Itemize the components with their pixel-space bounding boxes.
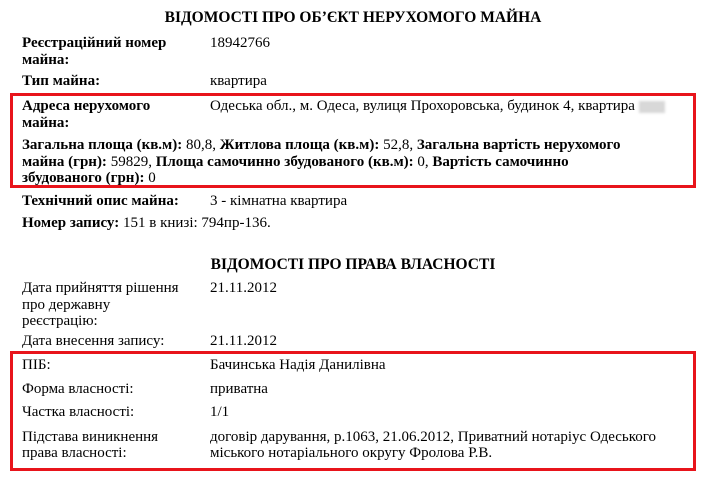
reg-number-label-line2: майна:: [22, 52, 70, 68]
decision-date-label-line1: Дата прийняття рішення: [22, 280, 179, 296]
ownership-share-value: 1/1: [210, 404, 230, 420]
ownership-form-value: приватна: [210, 381, 268, 397]
total-area-label: Загальна площа (кв.м):: [22, 137, 183, 153]
total-area-value: 80,8,: [186, 137, 217, 153]
selfbuilt-cost-label-line2: збудованого (грн):: [22, 170, 145, 186]
decision-date-label-line2: про державну: [22, 297, 111, 313]
living-area-label: Житлова площа (кв.м):: [219, 137, 380, 153]
total-cost-label-line1: Загальна вартість нерухомого: [416, 137, 621, 153]
entry-date-value: 21.11.2012: [210, 333, 277, 349]
area-line-2: [22, 154, 569, 171]
record-number-label: Номер запису:: [22, 215, 120, 231]
section-title-ownership: ВІДОМОСТІ ПРО ПРАВА ВЛАСНОСТІ: [210, 256, 496, 273]
total-cost-label-line2: майна (грн):: [22, 154, 107, 170]
ownership-form-label: Форма власності:: [22, 381, 134, 397]
reg-number-value: 18942766: [210, 35, 270, 51]
property-type-label: Тип майна:: [22, 73, 101, 89]
decision-date-value: 21.11.2012: [210, 280, 277, 296]
ownership-basis-value-line2: міського нотаріального округу Фролова Р.В.: [210, 445, 493, 461]
owner-name-label: ПІБ:: [22, 357, 51, 373]
decision-date-label-line3: реєстрацію:: [22, 313, 98, 329]
record-number-value: 151 в книзі: 794пр-136.: [122, 215, 271, 231]
selfbuilt-cost-value: 0: [148, 170, 156, 186]
ownership-share-label: Частка власності:: [22, 404, 135, 420]
owner-name-value: Бачинська Надія Данилівна: [210, 357, 386, 373]
redacted-apartment-number: [639, 101, 665, 113]
area-line-3: [22, 170, 156, 187]
address-text: Одеська обл., м. Одеса, вулиця Прохоровська, будинок 4, квартира: [210, 98, 635, 114]
area-line-1: [22, 137, 620, 154]
total-cost-value: 59829,: [110, 154, 152, 170]
ownership-basis-label-line2: права власності:: [22, 445, 127, 461]
record-number: [22, 215, 271, 232]
entry-date-label: Дата внесення запису:: [22, 333, 165, 349]
ownership-basis-label-line1: Підстава виникнення: [22, 429, 159, 445]
selfbuilt-area-value: 0,: [417, 154, 429, 170]
ownership-basis-value-line1: договір дарування, р.1063, 21.06.2012, Приватний нотаріус Одеського: [210, 429, 657, 445]
living-area-value: 52,8,: [383, 137, 414, 153]
tech-description-value: 3 - кімнатна квартира: [210, 193, 348, 209]
section-title-property: ВІДОМОСТІ ПРО ОБ’ЄКТ НЕРУХОМОГО МАЙНА: [164, 9, 542, 26]
property-type-value: квартира: [210, 73, 267, 89]
address-value: [210, 98, 665, 115]
tech-description-label: Технічний опис майна:: [22, 193, 179, 209]
selfbuilt-cost-label-line1: Вартість самочинно: [432, 154, 569, 170]
selfbuilt-area-label: Площа самочинно збудованого (кв.м):: [155, 154, 414, 170]
address-label-line2: майна:: [22, 115, 70, 131]
reg-number-label-line1: Реєстраційний номер: [22, 35, 167, 51]
address-label-line1: Адреса нерухомого: [22, 98, 151, 114]
